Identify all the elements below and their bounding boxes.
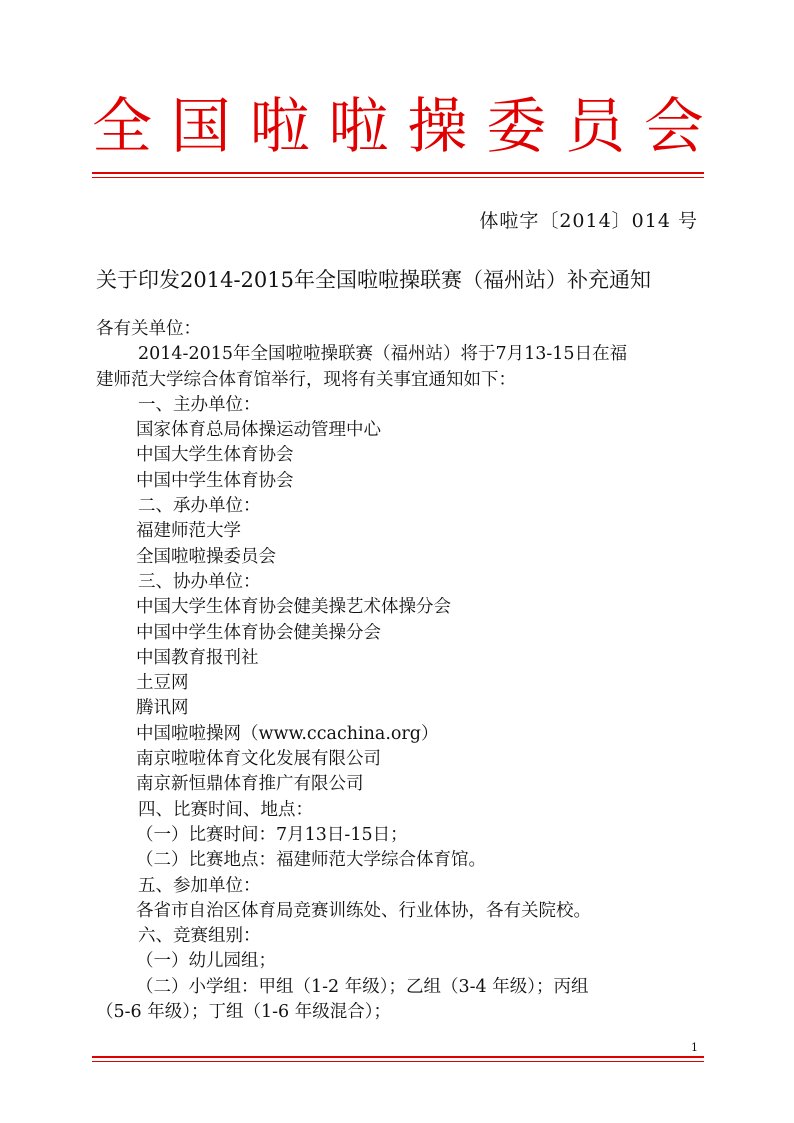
list-item: 中国啦啦操网（www.ccachina.org） [136,723,439,744]
salutation: 各有关单位： [96,319,201,339]
section-heading: 六、竞赛组别： [138,926,261,947]
list-item: 土豆网 [136,673,189,694]
section-heading: 二、承办单位： [138,496,261,517]
list-item: 中国中学生体育协会健美操分会 [136,622,381,643]
header-char: 委 [486,92,547,162]
intro-line: 建师范大学综合体育馆举行，现将有关事宜通知如下： [96,369,516,390]
section-heading: 一、主办单位： [138,394,261,415]
list-item: （一）比赛时间：7月13日-15日； [136,824,408,845]
header-rule [92,172,704,174]
header-char: 会 [643,92,704,162]
list-item: （一）幼儿园组； [136,951,276,972]
section-heading: 五、参加单位： [138,875,261,896]
document-title: 关于印发2014-2015年全国啦啦操联赛（福州站）补充通知 [96,268,651,292]
footer-rule [92,1056,704,1058]
header-rule-thin [92,177,704,178]
list-item: 中国中学生体育协会 [136,470,294,491]
list-item: 全国啦啦操委员会 [136,546,276,567]
section-heading: 三、协办单位： [138,571,261,592]
footer-rule-thin [92,1061,704,1062]
header-char: 全 [92,92,152,162]
header-char: 员 [565,92,626,162]
intro-text: 2014-2015年全国啦啦操联赛（福州站）将于7月13-15日在福 [138,344,628,365]
section-heading: 四、比赛时间、地点： [138,799,313,820]
header-char: 啦 [328,92,389,162]
document-body [96,317,702,1025]
organization-header [92,88,704,166]
header-char: 啦 [249,92,310,162]
list-item: （二）比赛地点：福建师范大学综合体育馆。 [136,850,486,871]
intro-line [96,342,702,367]
list-item: 腾讯网 [136,698,189,719]
list-item: （5-6 年级）；丁组（1-6 年级混合）； [96,1002,391,1023]
header-char: 国 [170,92,231,162]
list-item: 中国大学生体育协会 [136,445,294,466]
list-item: 南京啦啦体育文化发展有限公司 [136,749,381,770]
document-number: 体啦字〔2014〕014 号 [479,210,698,232]
list-item: 各省市自治区体育局竞赛训练处、行业体协，各有关院校。 [136,900,591,921]
header-char: 操 [407,92,468,162]
list-item: （二）小学组：甲组（1-2 年级）；乙组（3-4 年级）；丙组 [136,976,589,997]
list-item: 南京新恒鼎体育推广有限公司 [136,774,364,795]
page-number: 1 [691,1041,698,1054]
list-item: 国家体育总局体操运动管理中心 [136,420,381,441]
list-item: 福建师范大学 [136,521,241,542]
list-item: 中国大学生体育协会健美操艺术体操分会 [136,597,451,618]
list-item: 中国教育报刊社 [136,647,259,668]
